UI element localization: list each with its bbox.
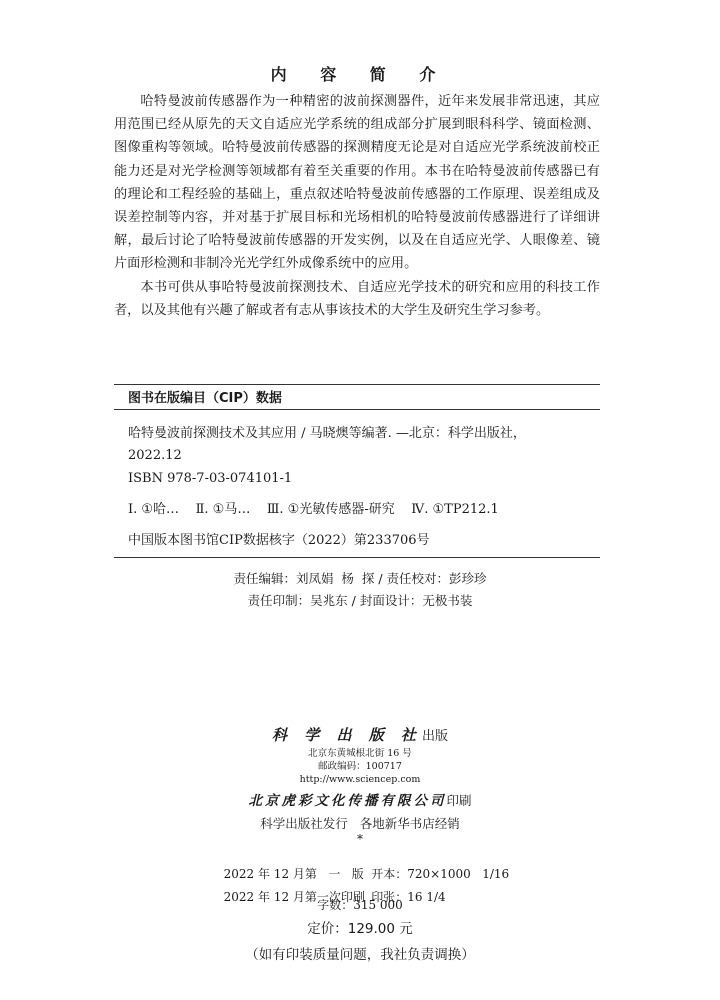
- cip-title-line: 哈特曼波前探测技术及其应用 / 马晓燠等编著. —北京：科学出版社，: [128, 426, 526, 441]
- printer-suffix: 印刷: [446, 793, 472, 808]
- publisher-address: 北京东黄城根北街 16 号: [308, 748, 412, 759]
- word-count: 字数：315 000: [317, 898, 403, 912]
- printer-name: 北京虎彩文化传播有限公司: [248, 793, 447, 809]
- credits-editors: 责任编辑：刘凤娟 杨 探 / 责任校对：彭珍珍: [233, 571, 487, 586]
- cip-record: 中国版本图书馆CIP数据核字（2022）第233706号: [128, 533, 430, 548]
- price: 定价：129.00 元: [307, 921, 413, 937]
- publisher-name-text: 科 学 出 版 社: [272, 726, 422, 744]
- publisher-name-suffix: 出版: [421, 729, 448, 744]
- quality-notice: （如有印装质量问题，我社负责调换）: [245, 947, 475, 963]
- intro-text: [114, 90, 600, 322]
- cip-heading: 图书在版编目（CIP）数据: [128, 391, 282, 406]
- book-format: 开本：720×1000 1/16: [371, 867, 510, 881]
- cip-classification: Ⅰ. ①哈… Ⅱ. ①马… Ⅲ. ①光敏传感器-研究 Ⅳ. ①TP212.1: [128, 502, 499, 517]
- cip-year-line: 2022.12: [128, 448, 182, 463]
- cip-top-rule: [114, 384, 600, 385]
- intro-paragraph: 哈特曼波前传感器作为一种精密的波前探测器件，近年来发展非常迅速，其应用范围已经从原先的天文自适应光学系统的组成部分扩展到眼科科学、镜面检测、图像重构等领域。哈特曼波前传感器的探测精度无论是对自适应光学系统波前校正能力还是对光学检测等领域都有着至关重要的作用。本书在哈特曼波前传感器已有的理论和工程经验的基础上，重点叙述哈特曼波前传感器的工作原理、误差组成及误差控制等内容，并对基于扩展目标和光场相机的哈特曼波前传感器进行了详细讲解，最后讨论了哈特曼波前传感器的开发实例，以及在自适应光学、人眼像差、镜片面形检测和非制冷光光学红外成像系统中的应用。: [114, 94, 600, 272]
- distribution-line: 科学出版社发行 各地新华书店经销: [260, 816, 460, 831]
- print-sheets: 印张：16 1/4: [371, 890, 446, 904]
- publisher-postcode: 邮政编码：100717: [318, 761, 402, 772]
- publisher-name: [0, 724, 720, 745]
- intro-title: 内 容 简 介: [270, 65, 450, 84]
- first-edition: 2022 年 12 月第 一 版: [223, 867, 364, 881]
- first-print: 2022 年 12 月第一次印刷: [223, 890, 365, 904]
- cip-bottom-rule: [114, 557, 600, 558]
- publisher-url: http://www.sciencep.com: [299, 774, 421, 785]
- cip-isbn: ISBN 978-7-03-074101-1: [128, 471, 293, 486]
- intro-paragraph: 本书可供从事哈特曼波前探测技术、自适应光学技术的研究和应用的科技工作者，以及其他有兴趣了解或者有志从事该技术的大学生及研究生学习参考。: [114, 279, 600, 318]
- separator-star: *: [357, 832, 363, 846]
- cip-heading-rule: [114, 409, 600, 410]
- credits-production: 责任印制：吴兆东 / 封面设计：无极书装: [247, 593, 473, 608]
- printer-line: [0, 789, 720, 809]
